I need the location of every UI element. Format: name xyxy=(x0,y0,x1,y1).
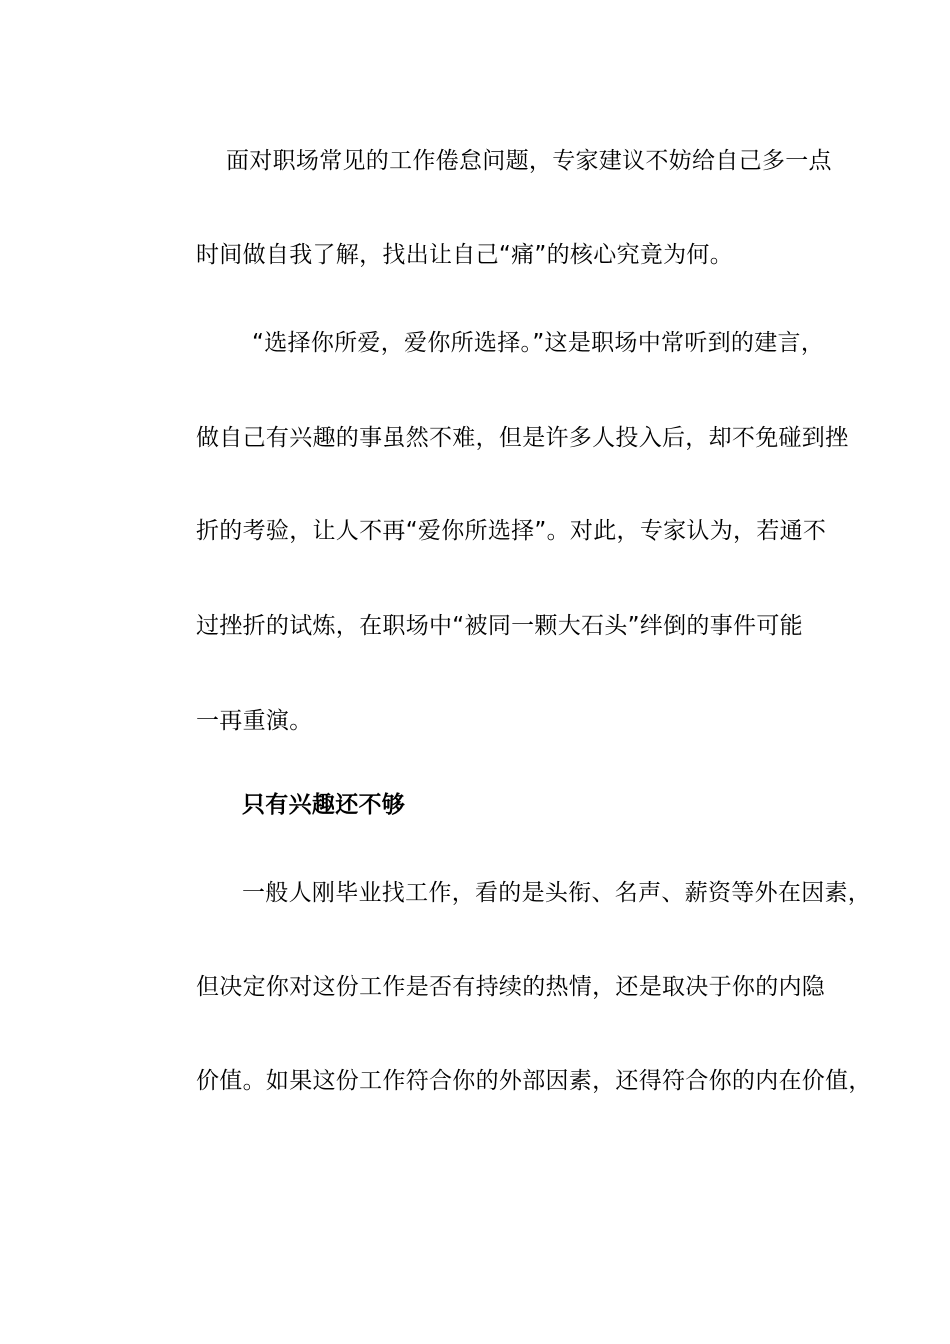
section-heading: 只有兴趣还不够 xyxy=(242,792,406,818)
paragraph-1-line-2: 时间做自我了解，找出让自己“痛”的核心究竟为何。 xyxy=(196,242,734,268)
paragraph-1-line-1: 面对职场常见的工作倦怠问题，专家建议不妨给自己多一点 xyxy=(226,148,832,174)
paragraph-2-line-4: 过挫折的试炼，在职场中“被同一颗大石头”绊倒的事件可能 xyxy=(196,613,803,639)
paragraph-2-line-1: “选择你所爱，爱你所选择。”这是职场中常听到的建言， xyxy=(252,330,825,356)
paragraph-3-line-3: 价值。如果这份工作符合你的外部因素，还得符合你的内在价值， xyxy=(196,1068,872,1094)
paragraph-3-line-1: 一般人刚毕业找工作，看的是头衔、名声、薪资等外在因素， xyxy=(242,880,872,906)
paragraph-2-line-2: 做自己有兴趣的事虽然不难，但是许多人投入后，却不免碰到挫 xyxy=(196,425,849,451)
paragraph-2-line-5: 一再重演。 xyxy=(196,708,313,734)
paragraph-3-line-2: 但决定你对这份工作是否有持续的热情，还是取决于你的内隐 xyxy=(196,974,826,1000)
paragraph-2-line-3: 折的考验，让人不再“爱你所选择”。对此，专家认为，若通不 xyxy=(196,518,827,544)
